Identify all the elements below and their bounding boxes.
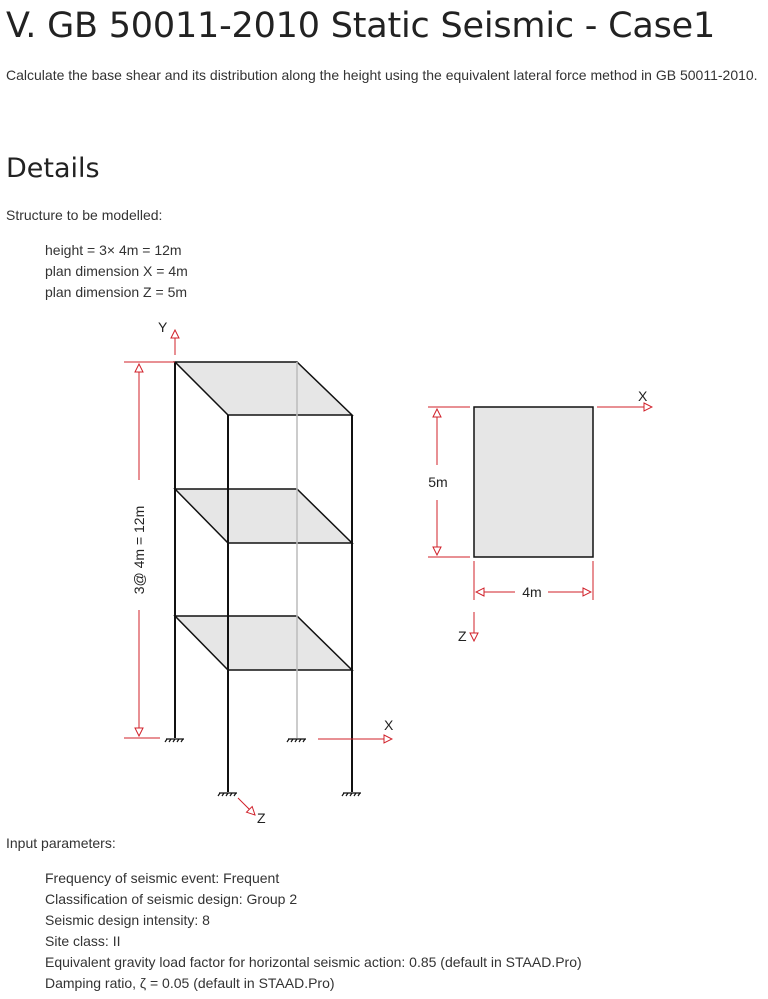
- x-axis-label: X: [384, 717, 394, 733]
- height-dimension-label: 3@ 4m = 12m: [131, 505, 147, 595]
- z-axis-label: Z: [257, 810, 266, 826]
- structure-label: Structure to be modelled:: [6, 207, 163, 223]
- input-param-frequency: Frequency of seismic event: Frequent: [45, 870, 280, 886]
- input-param-intensity: Seismic design intensity: 8: [45, 912, 210, 928]
- structure-param-height: height = 3× 4m = 12m: [45, 242, 182, 258]
- intro-paragraph: Calculate the base shear and its distribution along the height using the equivalent lateral force method in GB 50011-2010.: [6, 67, 758, 83]
- y-axis-label: Y: [158, 319, 168, 335]
- z-axis-arrow: [238, 798, 255, 815]
- details-heading: Details: [6, 153, 100, 184]
- fixed-supports: [165, 739, 361, 796]
- slab-roof: [175, 362, 352, 415]
- page-title: V. GB 50011-2010 Static Seismic - Case1: [6, 6, 716, 46]
- input-param-gravity-factor: Equivalent gravity load factor for horizontal seismic action: 0.85 (default in STAAD.Pro): [45, 954, 582, 970]
- plan-z-dimension-label: 5m: [428, 474, 448, 490]
- plan-view-rect: [474, 407, 593, 557]
- input-param-site-class: Site class: II: [45, 933, 121, 949]
- frame-slabs: [175, 362, 352, 670]
- input-param-damping: Damping ratio, ζ = 0.05 (default in STAAD.Pro): [45, 975, 335, 991]
- slab-level-1: [175, 616, 352, 670]
- plan-x-axis-label: X: [638, 388, 648, 404]
- structure-param-x: plan dimension X = 4m: [45, 263, 188, 279]
- slab-level-2: [175, 489, 352, 543]
- structure-param-z: plan dimension Z = 5m: [45, 284, 188, 300]
- input-param-classification: Classification of seismic design: Group 2: [45, 891, 298, 907]
- input-params: [45, 868, 582, 994]
- plan-z-axis-label: Z: [458, 628, 467, 644]
- plan-x-dimension-label: 4m: [522, 584, 542, 600]
- frame-columns: [175, 362, 352, 792]
- input-label: Input parameters:: [6, 835, 116, 851]
